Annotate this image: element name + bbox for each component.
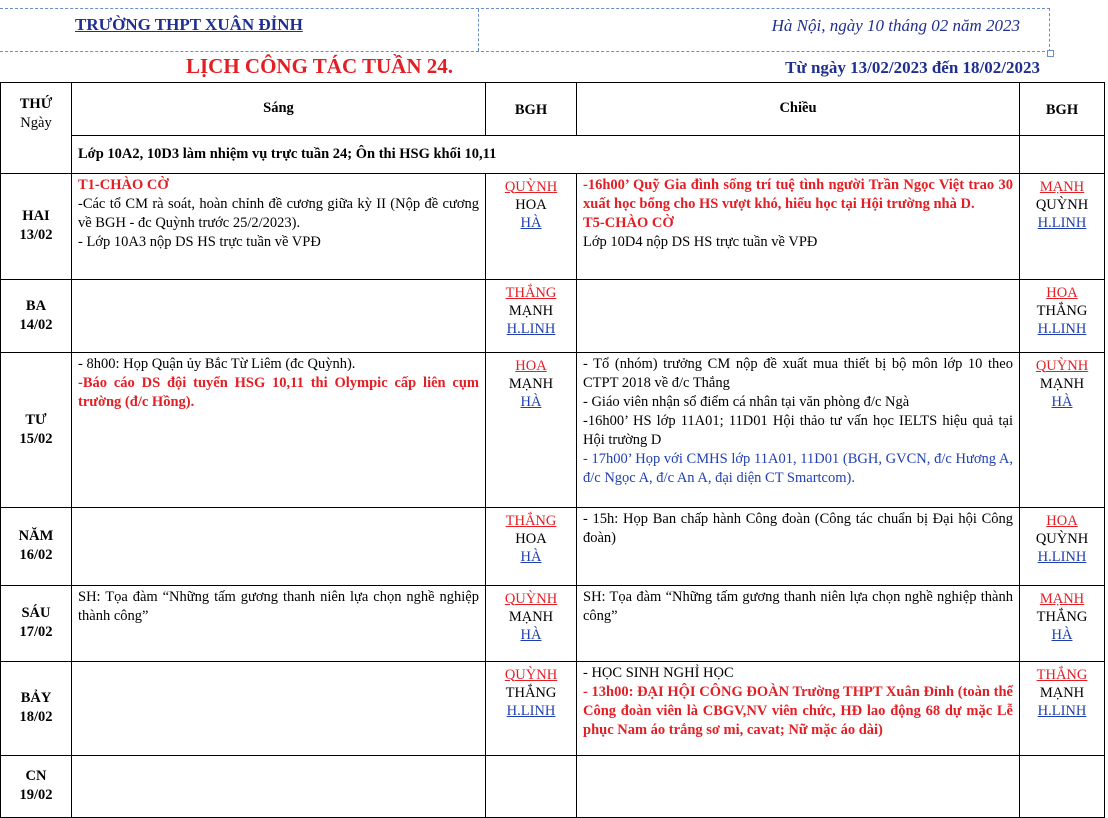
col-header-thu: THỨ: [19, 96, 53, 112]
day-row: [1, 585, 1105, 661]
bgh-pm-cell: [1020, 661, 1105, 755]
entry-line: SH: Tọa đàm “Những tấm gương thanh niên lựa chọn nghề nghiệp thành công”: [583, 588, 1013, 624]
bgh-name: HÀ: [1051, 626, 1073, 643]
bgh-name: MẠNH: [508, 302, 554, 319]
bgh-name: HOA: [515, 530, 547, 547]
day-date: 13/02: [19, 227, 53, 243]
header-row: [1, 83, 1105, 136]
bgh-name: H.LINH: [506, 702, 556, 719]
entry-line: -Báo cáo DS đội tuyển HSG 10,11 thi Olympic cấp liên cụm trường (đ/c Hồng).: [78, 374, 479, 410]
bgh-name: HÀ: [520, 548, 542, 565]
bgh-name: HÀ: [520, 214, 542, 231]
day-name: BA: [25, 297, 47, 314]
day-cell: [1, 173, 72, 279]
resize-handle-icon[interactable]: [1047, 50, 1054, 57]
note-row: [1, 135, 1105, 173]
bgh-am-cell: [486, 279, 577, 352]
morning-cell: [72, 661, 486, 755]
morning-cell: [72, 173, 486, 279]
bgh-pm-cell: [1020, 585, 1105, 661]
bgh-pm-cell: [1020, 173, 1105, 279]
bgh-name: QUỲNH: [504, 178, 558, 195]
day-date: 15/02: [19, 430, 53, 447]
entry-line: SH: Tọa đàm “Những tấm gương thanh niên lựa chọn nghề nghiệp thành công”: [78, 588, 479, 624]
day-name: NĂM: [18, 528, 54, 544]
bgh-pm-cell: [1020, 279, 1105, 352]
afternoon-cell: [577, 352, 1020, 507]
bgh-name: HÀ: [520, 626, 542, 643]
morning-cell: [72, 507, 486, 585]
bgh-name: H.LINH: [1037, 320, 1087, 337]
col-header-morning: Sáng: [72, 83, 486, 136]
day-name: CN: [25, 768, 47, 784]
entry-line: - Lớp 10A3 nộp DS HS trực tuần về VPĐ: [78, 233, 321, 250]
day-name: SÁU: [21, 605, 51, 621]
morning-cell: [72, 352, 486, 507]
note-empty-cell: [1020, 135, 1105, 173]
col-header-bgh-am: BGH: [486, 83, 577, 136]
entry-line: - 13h00: ĐẠI HỘI CÔNG ĐOÀN Trường THPT Xuân Đỉnh (toàn thể Công đoàn viên là CBGV,NV viên chức, HĐ lao động 68 dự mặc Lễ phục Nam áo trắng sơ mi, cavat; Nữ mặc áo dài): [583, 683, 1013, 738]
bgh-name: MẠNH: [1039, 375, 1085, 392]
afternoon-cell: [577, 507, 1020, 585]
bgh-name: HOA: [515, 196, 547, 213]
day-cell: [1, 507, 72, 585]
entry-line: - 15h: Họp Ban chấp hành Công đoàn (Công tác chuẩn bị Đại hội Công đoàn): [583, 510, 1013, 546]
entry-line: - 17h00’ Họp với CMHS lớp 11A01, 11D01 (BGH, GVCN, đ/c Hương A, đ/c Ngọc A, đ/c An A, đại diện CT Smartcom).: [583, 450, 1013, 486]
morning-cell: [72, 279, 486, 352]
day-date: 14/02: [19, 316, 53, 333]
day-cell: [1, 352, 72, 507]
bgh-name: MẠNH: [508, 375, 554, 392]
day-cell: [1, 585, 72, 661]
bgh-am-cell: [486, 661, 577, 755]
entry-line: T1-CHÀO CỜ: [78, 176, 169, 193]
bgh-name: THẮNG: [505, 284, 557, 301]
day-date: 17/02: [19, 624, 53, 640]
day-row: [1, 352, 1105, 507]
col-header-day: [1, 83, 72, 136]
bgh-name: THẮNG: [505, 684, 557, 701]
bgh-name: MẠNH: [1039, 590, 1085, 607]
note-day-cell: [1, 135, 72, 173]
bgh-name: HOA: [1046, 512, 1078, 529]
bgh-am-cell: [486, 507, 577, 585]
day-date: 18/02: [19, 709, 53, 725]
date-line: Hà Nội, ngày 10 tháng 02 năm 2023: [771, 16, 1020, 35]
bgh-pm-cell: [1020, 507, 1105, 585]
bgh-name: H.LINH: [1037, 214, 1087, 231]
day-date: 16/02: [19, 547, 53, 563]
entry-line: T5-CHÀO CỜ: [583, 214, 674, 231]
bgh-name: MẠNH: [1039, 178, 1085, 195]
entry-line: -16h00’ Quỹ Gia đình sống trí tuệ tình người Trần Ngọc Việt trao 30 xuất học bổng cho HS vượt khó, hiếu học tại Hội trường nhà D.: [583, 176, 1013, 212]
entry-line: -Các tổ CM rà soát, hoàn chỉnh đề cương giữa kỳ II (Nộp đề cương về BGH - đc Quỳnh trước 25/2/2023).: [78, 195, 479, 231]
schedule-table: [0, 82, 1105, 818]
bgh-name: THẮNG: [1036, 302, 1088, 319]
day-row: [1, 507, 1105, 585]
bgh-name: HOA: [515, 357, 547, 374]
bgh-name: H.LINH: [1037, 702, 1087, 719]
bgh-name: QUỲNH: [1035, 357, 1089, 374]
afternoon-cell: [577, 585, 1020, 661]
day-row: [1, 661, 1105, 755]
bgh-name: THẮNG: [1036, 666, 1088, 683]
col-header-afternoon: Chiều: [577, 83, 1020, 136]
page-title: LỊCH CÔNG TÁC TUẦN 24.: [186, 54, 454, 78]
school-name: TRƯỜNG THPT XUÂN ĐỈNH: [75, 15, 303, 34]
day-name: TƯ: [25, 411, 47, 428]
bgh-name: HÀ: [520, 393, 542, 410]
bgh-name: MẠNH: [508, 608, 554, 625]
afternoon-cell: [577, 279, 1020, 352]
bgh-name: H.LINH: [1037, 548, 1087, 565]
afternoon-cell: [577, 661, 1020, 755]
entry-line: - Giáo viên nhận sổ điểm cá nhân tại văn phòng đ/c Ngà: [583, 393, 910, 410]
note-cell: Lớp 10A2, 10D3 làm nhiệm vụ trực tuần 24; Ôn thi HSG khối 10,11: [72, 135, 1020, 173]
day-date: 19/02: [19, 787, 53, 803]
bgh-am-cell: [486, 173, 577, 279]
bgh-name: HOA: [1046, 284, 1078, 301]
day-cell: [1, 661, 72, 755]
bgh-name: THẮNG: [1036, 608, 1088, 625]
bgh-name: QUỲNH: [1035, 196, 1089, 213]
date-range: Từ ngày 13/02/2023 đến 18/02/2023: [785, 58, 1040, 77]
morning-cell: [72, 585, 486, 661]
bgh-pm-cell: [1020, 352, 1105, 507]
day-name: BẢY: [20, 690, 52, 706]
entry-line: Lớp 10D4 nộp DS HS trực tuần về VPĐ: [583, 233, 818, 250]
col-header-ngay: Ngày: [20, 115, 52, 131]
bgh-am-cell: [486, 352, 577, 507]
day-row: [1, 279, 1105, 352]
entry-line: - 8h00: Họp Quận ủy Bắc Từ Liêm (đc Quỳnh).: [78, 355, 356, 372]
bgh-am-cell: [486, 585, 577, 661]
bgh-name: MẠNH: [1039, 684, 1085, 701]
day-name: HAI: [22, 208, 50, 224]
day-cell: [1, 279, 72, 352]
bgh-name: THẮNG: [505, 512, 557, 529]
bgh-name: QUỲNH: [1035, 530, 1089, 547]
header-divider: [478, 9, 479, 51]
entry-line: - Tổ (nhóm) trưởng CM nộp đề xuất mua thiết bị bộ môn lớp 10 theo CTPT 2018 về đ/c Thắng: [583, 355, 1013, 391]
col-header-bgh-pm: BGH: [1020, 83, 1105, 136]
afternoon-cell: [577, 173, 1020, 279]
entry-line: - HỌC SINH NGHỈ HỌC: [583, 664, 734, 681]
bgh-name: QUỲNH: [504, 590, 558, 607]
bgh-name: H.LINH: [506, 320, 556, 337]
day-row: [1, 173, 1105, 279]
bgh-name: HÀ: [1051, 393, 1073, 410]
bgh-name: QUỲNH: [504, 666, 558, 683]
entry-line: -16h00’ HS lớp 11A01; 11D01 Hội thảo tư vấn học IELTS hiệu quả tại Hội trường D: [583, 412, 1013, 448]
